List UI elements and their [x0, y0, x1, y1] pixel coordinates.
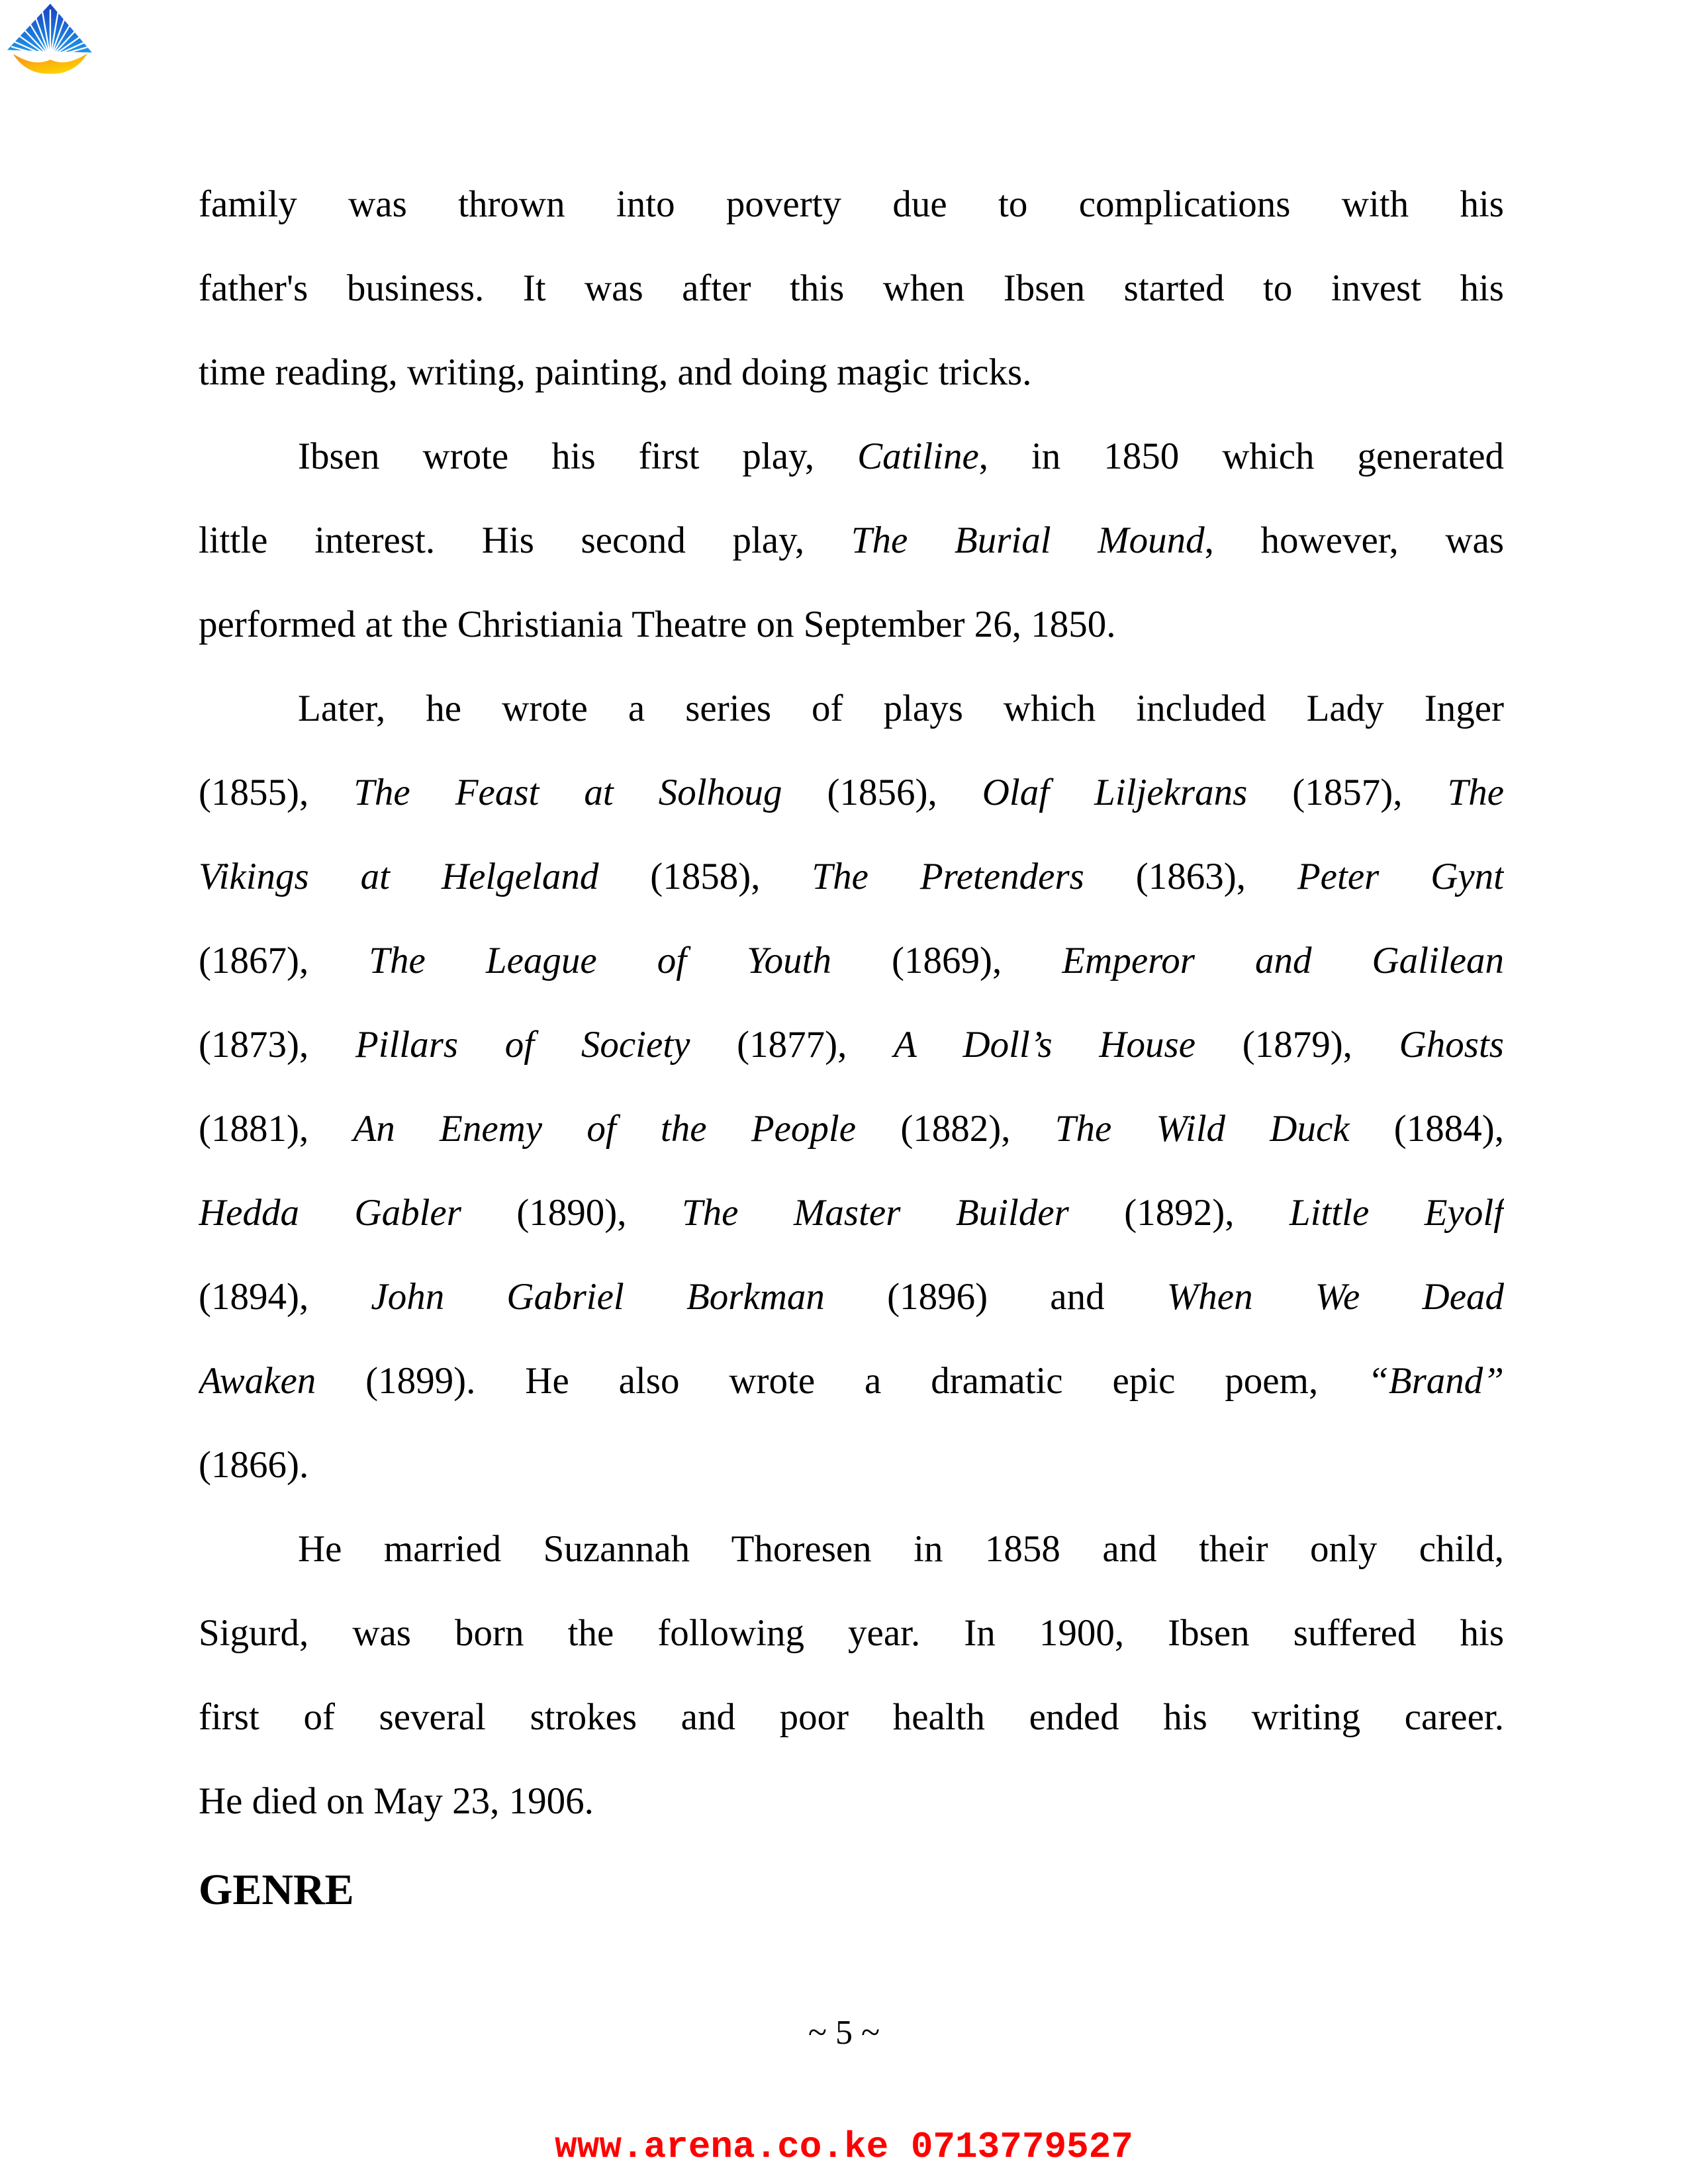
publisher-logo [5, 1, 93, 78]
italic-title-text: The Wild Duck [1055, 1108, 1350, 1150]
italic-title-text: Emperor and Galilean [1062, 940, 1504, 981]
text-line [199, 1507, 1504, 1591]
italic-title-text: John Gabriel Borkman [371, 1276, 825, 1318]
italic-title-text: Olaf Liljekrans [982, 772, 1248, 813]
italic-title-text: A Doll’s House [894, 1024, 1196, 1066]
body-text: (1892), [1068, 1192, 1289, 1234]
body-text: Sigurd, was born the following year. In 1900, Ibsen suffered his [199, 1612, 1504, 1654]
body-text: Ibsen wrote his first play, [298, 435, 858, 477]
italic-title-text: An Enemy of the People [353, 1108, 857, 1150]
text-line [199, 835, 1504, 919]
body-text: (1896) and [824, 1276, 1167, 1318]
body-text: little interest. His second play, [199, 520, 851, 561]
body-text: first of several strokes and poor health ended his writing career. [199, 1696, 1504, 1738]
body-text: father's business. It was after this when Ibsen started to invest his [199, 267, 1504, 309]
body-text: (1866). [199, 1444, 309, 1486]
text-line [199, 414, 1504, 498]
body-text: (1873), [199, 1024, 355, 1066]
text-line [199, 330, 1504, 414]
text-line [199, 162, 1504, 246]
body-text: time reading, writing, painting, and doing magic tricks. [199, 351, 1032, 393]
italic-title-text: Ghosts [1399, 1024, 1504, 1066]
body-text: (1863), [1084, 856, 1297, 897]
italic-title-text: The Burial Mound [851, 520, 1205, 561]
text-line [199, 1759, 1504, 1843]
page-text [199, 162, 1504, 1937]
italic-title-text: Hedda Gabler [199, 1192, 461, 1234]
text-line [199, 1087, 1504, 1171]
body-text: (1856), [782, 772, 982, 813]
body-text: (1855), [199, 772, 354, 813]
italic-title-text: Peter Gynt [1297, 856, 1504, 897]
body-text: (1881), [199, 1108, 353, 1150]
text-line [199, 751, 1504, 835]
text-line [199, 1423, 1504, 1507]
body-text: (1882), [856, 1108, 1055, 1150]
body-text: (1890), [461, 1192, 682, 1234]
section-heading [199, 1843, 1504, 1937]
italic-title-text: The Master Builder [681, 1192, 1069, 1234]
italic-title-text: When We Dead [1166, 1276, 1504, 1318]
body-text: (1884), [1349, 1108, 1504, 1150]
page-number: ~ 5 ~ [808, 2014, 880, 2052]
body-text: (1867), [199, 940, 369, 981]
body-text: (1879), [1196, 1024, 1399, 1066]
text-line [199, 582, 1504, 666]
italic-title-text: Vikings at Helgeland [199, 856, 599, 897]
text-line [199, 666, 1504, 751]
italic-title-text: The League of Youth [369, 940, 831, 981]
body-text: family was thrown into poverty due to complications with his [199, 183, 1504, 225]
italic-title-text: Catiline [857, 435, 979, 477]
italic-title-text: The Feast at Solhoug [353, 772, 782, 813]
body-text: (1858), [598, 856, 812, 897]
body-text: , in 1850 which generated [978, 435, 1504, 477]
italic-title-text: Little Eyolf [1289, 1192, 1504, 1234]
text-line [199, 1255, 1504, 1339]
body-text: Later, he wrote a series of plays which included Lady Inger [298, 688, 1504, 729]
body-text: performed at the Christiania Theatre on September 26, 1850. [199, 604, 1116, 645]
body-text: (1899). He also wrote a dramatic epic poem, [316, 1360, 1368, 1402]
text-line [199, 1171, 1504, 1255]
body-text: (1869), [831, 940, 1062, 981]
italic-title-text: Awaken [199, 1360, 316, 1402]
body-text: (1857), [1247, 772, 1448, 813]
body-text: He married Suzannah Thoresen in 1858 and their only child, [298, 1528, 1504, 1570]
italic-title-text: Pillars of Society [355, 1024, 690, 1066]
italic-title-text: The [1447, 772, 1504, 813]
text-line [199, 1591, 1504, 1675]
text-line [199, 1339, 1504, 1423]
body-text: (1877), [690, 1024, 894, 1066]
text-line [199, 1003, 1504, 1087]
text-line [199, 919, 1504, 1003]
text-line [199, 1675, 1504, 1759]
italic-title-text: The Pretenders [812, 856, 1084, 897]
body-text: GENRE [199, 1866, 354, 1914]
text-line [199, 498, 1504, 582]
text-line [199, 246, 1504, 330]
footer-contact: www.arena.co.ke 0713779527 [555, 2126, 1133, 2168]
body-text: He died on May 23, 1906. [199, 1780, 594, 1822]
body-text: , however, was [1204, 520, 1504, 561]
body-text: (1894), [199, 1276, 371, 1318]
italic-title-text: “Brand” [1368, 1360, 1504, 1402]
